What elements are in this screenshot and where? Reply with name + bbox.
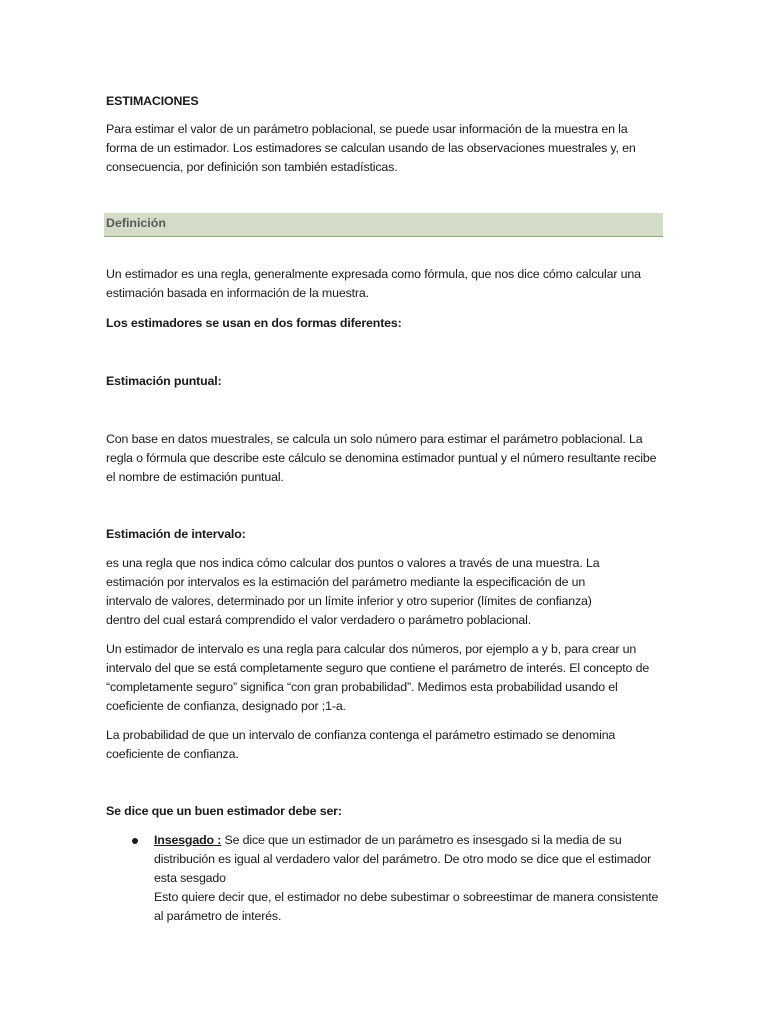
section-title: Definición — [106, 216, 166, 230]
intervalo-paragraph-2: Un estimador de intervalo es una regla para calcular dos números, por ejemplo a y b, para crear un intervalo del que se está completamente seguro que contiene el parámetro de interés. El concepto de “completamente seguro” significa “con gran probabilidad”. Medimos esta probabilidad usando el coeficiente de confianza, designado por ;1-a. — [106, 642, 650, 713]
intervalo-heading: Estimación de intervalo: — [106, 527, 246, 541]
intervalo-paragraph-1: es una regla que nos indica cómo calcular dos puntos o valores a través de una muestra. La estimación por intervalos es la estimación del parámetro mediante la especificación de un intervalo de valores, determinado por un límite inferior y otro superior (límites de confianza) dentro del cual estará comprendido el valor verdadero o parámetro poblacional. — [106, 556, 600, 627]
section-bar-definicion — [104, 213, 663, 237]
bullet-extra: Esto quiere decir que, el estimador no debe subestimar o sobreestimar de manera consistente al parámetro de interés. — [154, 890, 659, 923]
list-item — [106, 831, 666, 926]
puntual-paragraph: Con base en datos muestrales, se calcula un solo número para estimar el parámetro poblacional. La regla o fórmula que describe este cálculo se denomina estimador puntual y el número resultante recibe el nombre de estimación puntual. — [106, 432, 657, 484]
document-heading: ESTIMACIONES — [106, 94, 199, 108]
estimator-properties-list — [106, 831, 666, 926]
forms-heading: Los estimadores se usan en dos formas diferentes: — [106, 316, 402, 330]
intro-paragraph: Para estimar el valor de un parámetro poblacional, se puede usar información de la muestra en la forma de un estimador. Los estimadores se calculan usando de las observaciones muestrales y, en consecuencia, por definición son también estadísticas. — [106, 122, 636, 174]
puntual-heading: Estimación puntual: — [106, 374, 222, 388]
definition-paragraph: Un estimador es una regla, generalmente expresada como fórmula, que nos dice cómo calcular una estimación basada en información de la muestra. — [106, 267, 641, 300]
intervalo-paragraph-3: La probabilidad de que un intervalo de confianza contenga el parámetro estimado se denomina coeficiente de confianza. — [106, 728, 616, 761]
bullet-text: Se dice que un estimador de un parámetro es insesgado si la media de su distribución es igual al verdadero valor del parámetro. De otro modo se dice que el estimador esta sesgado — [154, 833, 652, 885]
bullet-icon — [132, 838, 138, 844]
buen-estimador-heading: Se dice que un buen estimador debe ser: — [106, 804, 342, 818]
bullet-term: Insesgado : — [154, 833, 222, 847]
